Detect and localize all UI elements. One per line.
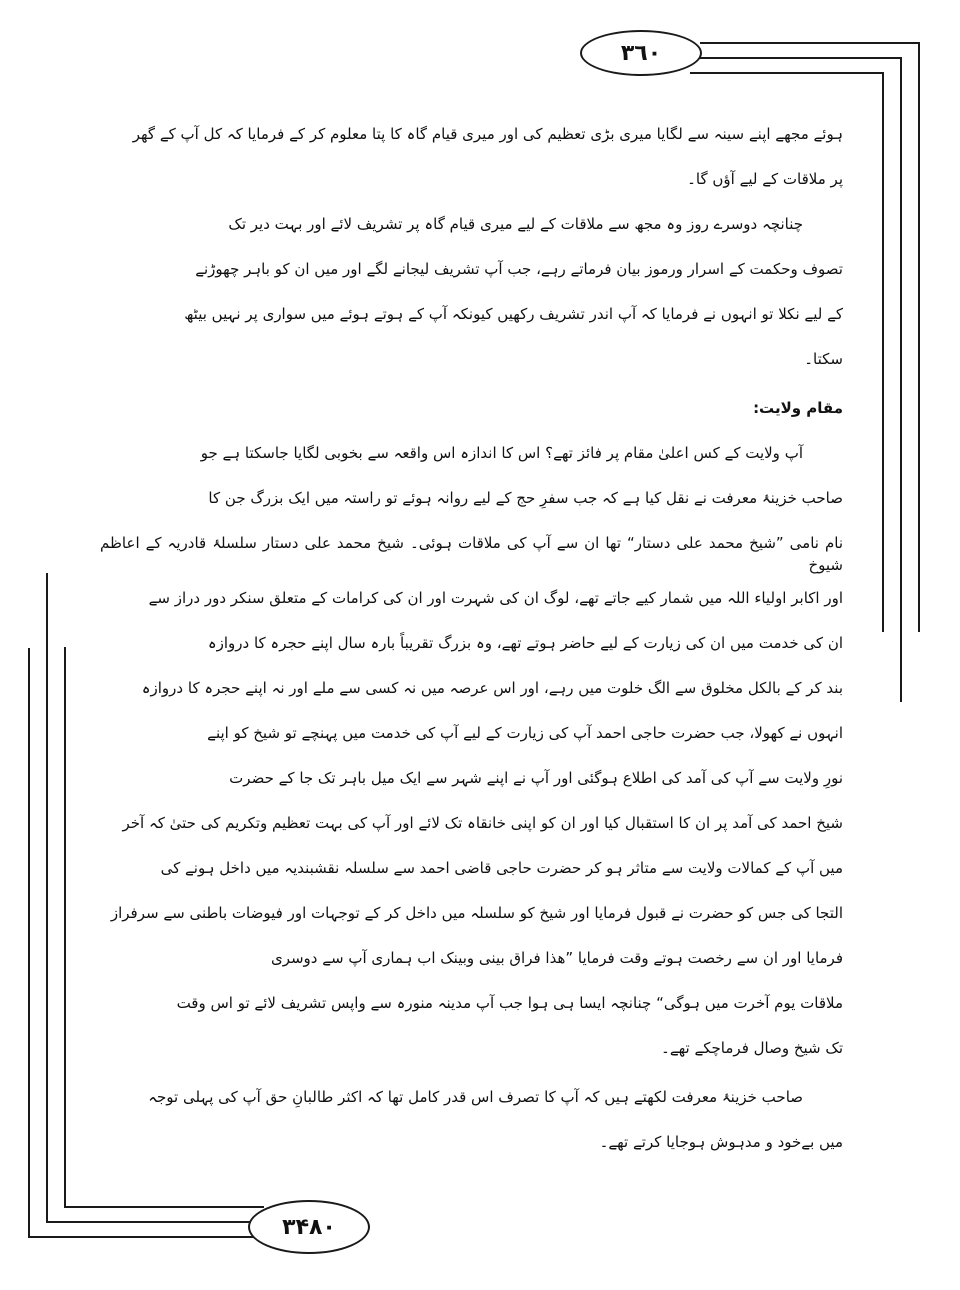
text-line: میں بےخود و مدہوش ہوجایا کرتے تھے۔	[599, 1133, 843, 1151]
body-text	[100, 112, 843, 1165]
text-line: صاحب خزینۂ معرفت نے نقل کیا ہے کہ جب سفرِ حج کے لیے روانہ ہوئے تو راستہ میں ایک بزرگ جن کا	[208, 489, 843, 507]
text-line: انہوں نے کھولا، جب حضرت حاجی احمد آپ کی زیارت کے لیے آپ کی خدمت میں پہنچے تو شیخ کو اپنے	[207, 724, 843, 742]
text-line: ان کی خدمت میں ان کی زیارت کے لیے حاضر ہوتے تھے، وہ بزرگ تقریباً بارہ سال اپنے حجرہ کا دروازہ	[207, 634, 843, 652]
frame-rule-bottom-outer	[28, 1236, 258, 1238]
text-line: صاحب خزینۂ معرفت لکھتے ہیں کہ آپ کا تصرف اس قدر کامل تھا کہ اکثر طالبانِ حق آپ کی پہلی توجہ	[148, 1088, 803, 1106]
text-line: شیخ احمد کی آمد پر ان کا استقبال کیا اور ان کو اپنی خانقاہ تک لائے اور آپ کی بہت تعظیم وتکریم کی حتیٰ کہ آخر	[122, 814, 843, 832]
frame-rule-bottom-inner	[64, 1206, 264, 1208]
frame-rule-right-inner	[882, 72, 884, 632]
text-line: آپ ولایت کے کس اعلیٰ مقام پر فائز تھے؟ اس کا اندازہ اس واقعہ سے بخوبی لگایا جاسکتا ہے جو	[200, 444, 803, 462]
text-line: فرمایا اور ان سے رخصت ہوتے وقت فرمایا ”ھذا فراق بینی وبینک اب ہماری آپ سے دوسری	[270, 949, 843, 967]
text-line: تصوف وحکمت کے اسرار ورموز بیان فرماتے رہے، جب آپ تشریف لیجانے لگے اور میں ان کو باہر چھوڑنے	[195, 260, 843, 278]
text-line: بند کر کے بالکل مخلوق سے الگ خلوت میں رہے، اور اس عرصہ میں نہ کسی سے ملے اور نہ اپنے حجرہ کا دروازہ	[141, 679, 843, 697]
frame-rule-bottom-middle	[46, 1221, 251, 1223]
frame-rule-top-outer	[700, 42, 920, 44]
text-line: نام نامی ”شیخ محمد علی دستار“ تھا ان سے آپ کی ملاقات ہوئی۔ شیخ محمد علی دستار سلسلۂ قادریہ کے اعاظم شیوخ	[100, 534, 843, 574]
frame-rule-left-inner	[64, 647, 66, 1208]
page-number-top-text: ۳٦۰	[620, 40, 662, 66]
text-line: کے لیے نکلا تو انہوں نے فرمایا کہ آپ اندر تشریف رکھیں کیونکہ آپ کے ہوتے ہوئے میں سواری پر نہیں بیٹھ	[184, 305, 843, 323]
frame-rule-right-outer	[918, 42, 920, 632]
text-line: اور اکابر اولیاء اللہ میں شمار کیے جاتے تھے، لوگ ان کی شہرت اور ان کی کرامات کے متعلق سنکر دور دراز سے	[148, 589, 843, 607]
frame-rule-top-middle	[698, 57, 902, 59]
text-line: نورِ ولایت سے آپ کی آمد کی اطلاع ہوگئی اور آپ نے اپنے شہر سے ایک میل باہر تک جا کے حضرت	[229, 769, 843, 787]
text-line: سکتا۔	[804, 350, 843, 368]
page-number-top	[580, 30, 702, 76]
text-line: پر ملاقات کے لیے آؤں گا۔	[687, 170, 843, 188]
text-line: تک شیخ وصال فرماچکے تھے۔	[661, 1039, 843, 1057]
text-line: چنانچہ دوسرے روز وہ مجھ سے ملاقات کے لیے میری قیام گاہ پر تشریف لائے اور بہت دیر تک	[228, 215, 803, 233]
text-line: میں آپ کے کمالات ولایت سے متاثر ہو کر حضرت حاجی قاضی احمد سے سلسلہ نقشبندیہ میں داخل ہونے کی	[160, 859, 843, 877]
text-line: ہوئے مجھے اپنے سینہ سے لگایا میری بڑی تعظیم کی اور میری قیام گاہ کا پتا معلوم کر کے فرمایا کہ کل آپ کے گھر	[132, 125, 843, 143]
page-number-bottom-text: ۳۴۸۰	[282, 1214, 336, 1240]
text-line: التجا کی جس کو حضرت نے قبول فرمایا اور شیخ کو سلسلہ میں داخل کر کے توجہات اور فیوضات باطنی سے سرفراز	[110, 904, 843, 922]
page-number-bottom	[248, 1200, 370, 1254]
section-heading: مقام ولایت:	[753, 399, 843, 417]
frame-rule-left-middle	[46, 573, 48, 1223]
text-line: ملاقات یوم آخرت میں ہوگی“ چنانچہ ایسا ہی ہوا جب آپ مدینہ منورہ سے واپس تشریف لائے تو اس وقت	[176, 994, 843, 1012]
frame-rule-top-inner	[690, 72, 884, 74]
frame-rule-right-middle	[900, 57, 902, 702]
frame-rule-left-outer	[28, 648, 30, 1238]
